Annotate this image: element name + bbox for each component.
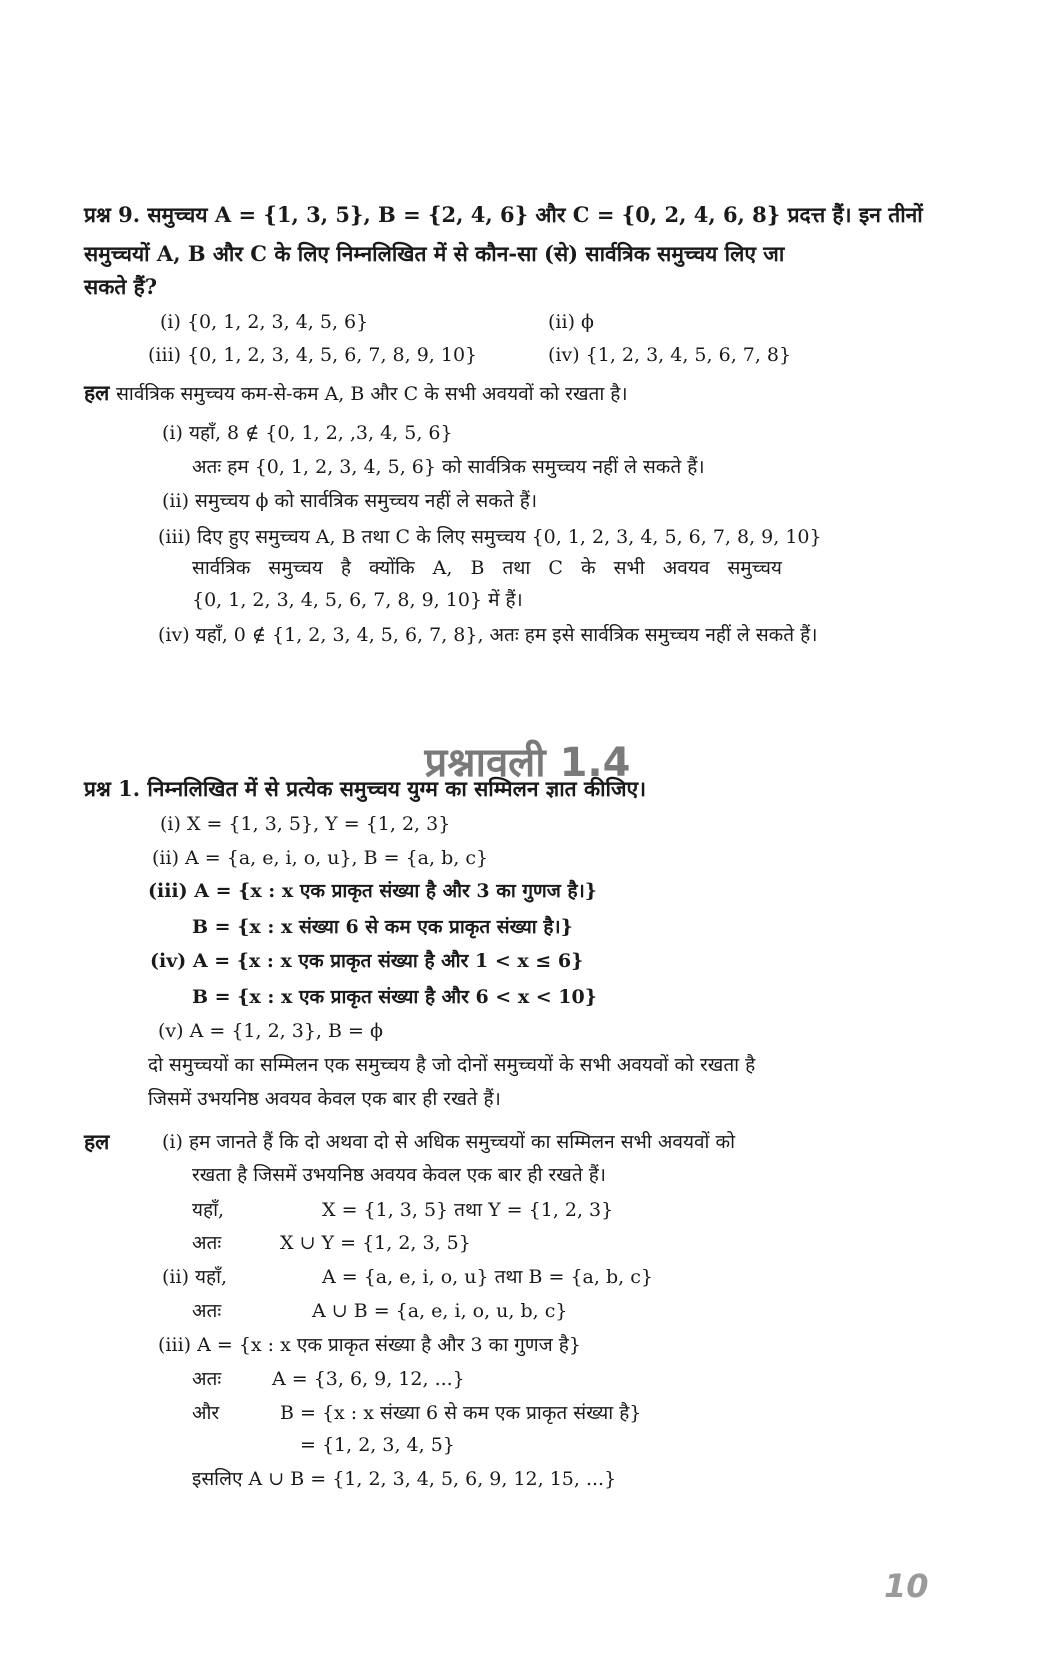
solution-9-iv: (iv) यहाँ, 0 ∉ {1, 2, 3, 4, 5, 6, 7, 8}, अतः हम इसे सार्वत्रिक समुच्चय नहीं ले सकते हैं। [158, 624, 818, 646]
solution-1-iii-therefore: अतः [192, 1368, 222, 1390]
question-1-part-3a: (iii) A = {x : x एक प्राकृत संख्या है और 3 का गुणज है।} [148, 880, 598, 902]
question-1-part-3b: B = {x : x संख्या 6 से कम एक प्राकृत संख्या है।} [192, 916, 573, 938]
q9-option-4: (iv) {1, 2, 3, 4, 5, 6, 7, 8} [548, 344, 792, 366]
question-9-line-1 [84, 200, 923, 230]
solution-9-label: हल [84, 380, 110, 405]
solution-9-iii-line-2: सार्वत्रिक समुच्चय है क्योंकि A, B तथा C के सभी अवयव समुच्चय [192, 557, 782, 579]
solution-9-ii: (ii) समुच्चय ϕ को सार्वत्रिक समुच्चय नहीं ले सकते हैं। [162, 490, 538, 512]
solution-9-iii-line-1: (iii) दिए हुए समुच्चय A, B तथा C के लिए समुच्चय {0, 1, 2, 3, 4, 5, 6, 7, 8, 9, 10} [158, 526, 822, 548]
solution-1-i-line-1: (i) हम जानते हैं कि दो अथवा दो से अधिक समुच्चयों का सम्मिलन सभी अवयवों को [162, 1131, 736, 1153]
question-9-text-1: समुच्चय A = {1, 3, 5}, B = {2, 4, 6} और C = {0, 2, 4, 6, 8} प्रदत्त हैं। इन तीनों [147, 202, 923, 227]
question-1-text: निम्नलिखित में से प्रत्येक समुच्चय युग्म का सम्मिलन ज्ञात कीजिए। [147, 776, 647, 801]
question-1-note-2: जिसमें उभयनिष्ठ अवयव केवल एक बार ही रखते हैं। [148, 1088, 501, 1110]
q9-option-1: (i) {0, 1, 2, 3, 4, 5, 6} [160, 311, 369, 333]
solution-1-i-line-2: रखता है जिसमें उभयनिष्ठ अवयव केवल एक बार ही रखते हैं। [192, 1164, 607, 1186]
solution-1-iii-set-b: B = {x : x संख्या 6 से कम एक प्राकृत संख्या है} [280, 1402, 642, 1424]
page-number: 10 [884, 1567, 929, 1605]
solution-1-ii-therefore: अतः [192, 1300, 222, 1322]
question-1-part-1: (i) X = {1, 3, 5}, Y = {1, 2, 3} [160, 813, 451, 835]
question-9-label: प्रश्न 9. [84, 202, 141, 227]
solution-1-i-sets: X = {1, 3, 5} तथा Y = {1, 2, 3} [322, 1199, 614, 1221]
question-9-line-3: सकते हैं? [84, 274, 158, 299]
question-1-part-2: (ii) A = {a, e, i, o, u}, B = {a, b, c} [152, 847, 489, 869]
solution-1-ii-sets: A = {a, e, i, o, u} तथा B = {a, b, c} [322, 1266, 653, 1288]
solution-1-ii-union: A ∪ B = {a, e, i, o, u, b, c} [312, 1300, 568, 1322]
q9-option-2: (ii) ϕ [548, 311, 594, 333]
solution-1-label: हल [84, 1129, 110, 1154]
solution-1-iii-line-1: (iii) A = {x : x एक प्राकृत संख्या है और 3 का गुणज है} [158, 1334, 581, 1356]
question-1-part-5: (v) A = {1, 2, 3}, B = ϕ [158, 1020, 383, 1042]
solution-1-iii-union: इसलिए A ∪ B = {1, 2, 3, 4, 5, 6, 9, 12, 15, ...} [192, 1468, 617, 1490]
question-1-part-4a: (iv) A = {x : x एक प्राकृत संख्या है और 1 < x ≤ 6} [150, 950, 584, 972]
question-1-label: प्रश्न 1. [84, 776, 141, 801]
solution-1-i-here: यहाँ, [192, 1199, 225, 1221]
solution-1-iii-and: और [192, 1402, 220, 1424]
solution-1-iii-set-b-values: = {1, 2, 3, 4, 5} [300, 1434, 455, 1456]
solution-9-intro-line [84, 378, 628, 409]
solution-1-iii-set-a: A = {3, 6, 9, 12, ...} [272, 1368, 465, 1390]
solution-9-iii-line-3: {0, 1, 2, 3, 4, 5, 6, 7, 8, 9, 10} में हैं। [192, 589, 523, 611]
question-1-line [84, 774, 646, 804]
q9-option-3: (iii) {0, 1, 2, 3, 4, 5, 6, 7, 8, 9, 10} [148, 344, 478, 366]
solution-1-i-therefore: अतः [192, 1232, 222, 1254]
question-9-line-2: समुच्चयों A, B और C के लिए निम्नलिखित में से कौन-सा (से) सार्वत्रिक समुच्चय लिए जा [84, 241, 785, 266]
question-1-part-4b: B = {x : x एक प्राकृत संख्या है और 6 < x < 10} [192, 986, 597, 1008]
solution-9-intro: सार्वत्रिक समुच्चय कम-से-कम A, B और C के सभी अवयवों को रखता है। [116, 383, 628, 405]
solution-9-i-line-2: अतः हम {0, 1, 2, 3, 4, 5, 6} को सार्वत्रिक समुच्चय नहीं ले सकते हैं। [192, 456, 705, 478]
section-title: प्रश्नावली 1.4 [424, 740, 631, 786]
solution-1-ii-here: (ii) यहाँ, [162, 1266, 228, 1288]
question-1-note-1: दो समुच्चयों का सम्मिलन एक समुच्चय है जो दोनों समुच्चयों के सभी अवयवों को रखता है [148, 1054, 756, 1076]
solution-1-i-union: X ∪ Y = {1, 2, 3, 5} [280, 1232, 471, 1254]
solution-9-i-line-1: (i) यहाँ, 8 ∉ {0, 1, 2, ,3, 4, 5, 6} [162, 422, 453, 444]
